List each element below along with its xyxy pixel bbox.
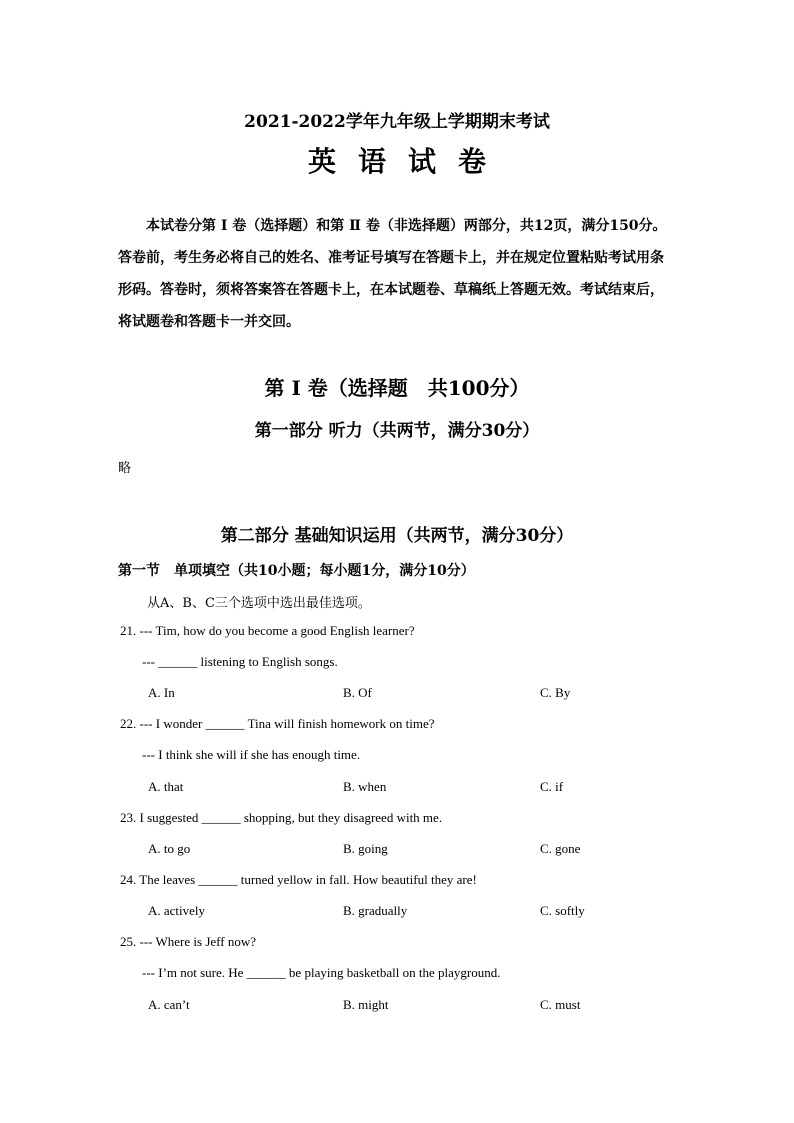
- option-a: A. can’t: [148, 997, 190, 1012]
- intro-line: 本试卷分第 Ⅰ 卷（选择题）和第 Ⅱ 卷（非选择题）两部分，共12页，满分150分。: [146, 218, 667, 234]
- option-c: C. By: [540, 685, 571, 700]
- subject-title: 英语试卷: [307, 145, 508, 178]
- intro-line: 形码。答卷时，须将答案答在答题卡上，在本试题卷、草稿纸上答题无效。考试结束后，: [118, 282, 664, 298]
- question-line: --- ______ listening to English songs.: [142, 654, 338, 669]
- question-line: --- I’m not sure. He ______ be playing basketball on the playground.: [142, 965, 501, 980]
- option-a: A. to go: [148, 841, 191, 856]
- part2-heading: 第二部分 基础知识运用（共两节，满分30分）: [220, 526, 574, 546]
- exam-instructions: [118, 210, 678, 338]
- question-stem: 21. --- Tim, how do you become a good English learner?: [120, 623, 415, 638]
- part1-note: 略: [118, 461, 132, 476]
- option-b: B. going: [343, 841, 388, 856]
- option-b: B. Of: [343, 685, 372, 700]
- exam-title: 2021-2022学年九年级上学期期末考试: [244, 112, 550, 132]
- question-stem: 22. --- I wonder ______ Tina will finish homework on time?: [120, 716, 435, 731]
- part1-heading: 第一部分 听力（共两节，满分30分）: [254, 421, 540, 441]
- question-stem: 25. --- Where is Jeff now?: [120, 934, 256, 949]
- option-a: A. actively: [148, 903, 206, 918]
- option-c: C. must: [540, 997, 581, 1012]
- question-line: --- I think she will if she has enough time.: [142, 747, 361, 762]
- option-c: C. gone: [540, 841, 581, 856]
- option-b: B. when: [343, 779, 387, 794]
- option-c: C. if: [540, 779, 564, 794]
- intro-line: 答卷前，考生务必将自己的姓名、准考证号填写在答题卡上，并在规定位置粘贴考试用条: [118, 250, 664, 266]
- question-stem: 23. I suggested ______ shopping, but they disagreed with me.: [120, 810, 443, 825]
- volume-heading: 第 Ⅰ 卷（选择题 共100分）: [264, 376, 530, 400]
- option-b: B. might: [343, 997, 389, 1012]
- option-b: B. gradually: [343, 903, 408, 918]
- option-a: A. In: [148, 685, 175, 700]
- question-stem: 24. The leaves ______ turned yellow in fall. How beautiful they are!: [120, 872, 477, 887]
- section1-instruction: 从A、B、C三个选项中选出最佳选项。: [147, 596, 371, 611]
- option-a: A. that: [148, 779, 184, 794]
- intro-line: 将试题卷和答题卡一并交回。: [118, 314, 300, 330]
- option-c: C. softly: [540, 903, 585, 918]
- section1-heading: 第一节 单项填空（共10小题；每小题1分，满分10分）: [118, 563, 475, 579]
